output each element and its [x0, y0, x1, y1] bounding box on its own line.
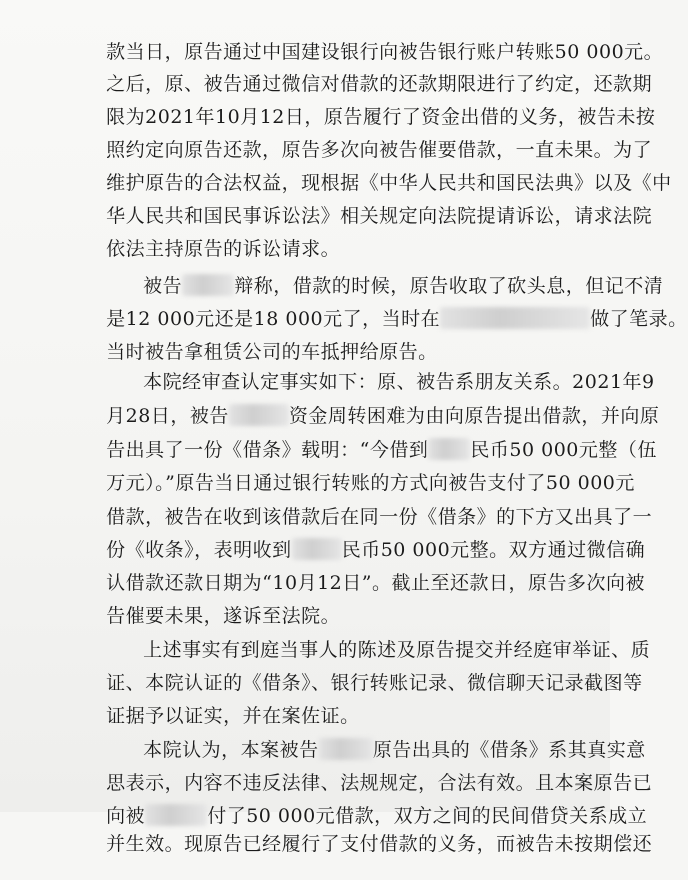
text-line: 之后，原、被告通过微信对借款的还款期限进行了约定，还款期: [106, 73, 653, 95]
text-line: 借款，被告在收到该借款后在同一份《借条》的下方又出具了一: [106, 506, 653, 528]
text-line: 是12 000元还是18 000元了，当时在 做了笔录。: [106, 308, 688, 330]
text-line: 华人民共和国民事诉讼法》相关规定向法院提请诉讼，请求法院: [106, 205, 653, 227]
text-line: 证、本院认证的《借条》、银行转账记录、微信聊天记录截图等: [106, 672, 643, 694]
text-line: 本院经审查认定事实如下：原、被告系朋友关系。2021年9: [143, 371, 655, 393]
text-line: 月28日，被告 资金周转困难为由向原告提出借款，并向原: [106, 405, 660, 427]
text-line: 告出具了一份《借条》载明：“今借到 民币50 000元整（伍: [106, 439, 657, 461]
text-line: 款当日，原告通过中国建设银行向被告银行账户转账50 000元。: [106, 41, 664, 63]
text-line: 告催要未果，遂诉至法院。: [106, 605, 341, 627]
text-line: 认借款还款日期为“10月12日”。截止至还款日，原告多次向被: [106, 572, 645, 594]
text-line: 万元）。”原告当日通过银行转账的方式向被告支付了50 000元: [106, 472, 635, 494]
text-line: 维护原告的合法权益，现根据《中华人民共和国民法典》以及《中: [106, 172, 672, 194]
text-line: 照约定向原告还款，原告多次向被告催要借款，一直未果。为了: [106, 139, 653, 161]
text-line: 思表示，内容不违反法律、法规规定，合法有效。且本案原告已: [106, 772, 653, 794]
text-line: 并生效。现原告已经履行了支付借款的义务，而被告未按期偿还: [106, 833, 653, 855]
text-line: 限为2021年10月12日，原告履行了资金出借的义务，被告未按: [106, 106, 656, 128]
text-line: 本院认为，本案被告 原告出具的《借条》系其真实意: [143, 739, 646, 761]
text-line: 依法主持原告的诉讼请求。: [106, 238, 341, 260]
text-line: 被告 辩称，借款的时候，原告收取了砍头息，但记不清: [143, 275, 664, 297]
text-line: 向被 付了50 000元借款，双方之间的民间借贷关系成立: [106, 805, 648, 827]
text-line: 当时被告拿租赁公司的车抵押给原告。: [106, 341, 438, 363]
text-line: 上述事实有到庭当事人的陈述及原告提交并经庭审举证、质: [143, 639, 651, 661]
text-line: 证据予以证实，并在案佐证。: [106, 705, 360, 727]
text-line: 份《收条》，表明收到 民币50 000元整。双方通过微信确: [106, 539, 646, 561]
